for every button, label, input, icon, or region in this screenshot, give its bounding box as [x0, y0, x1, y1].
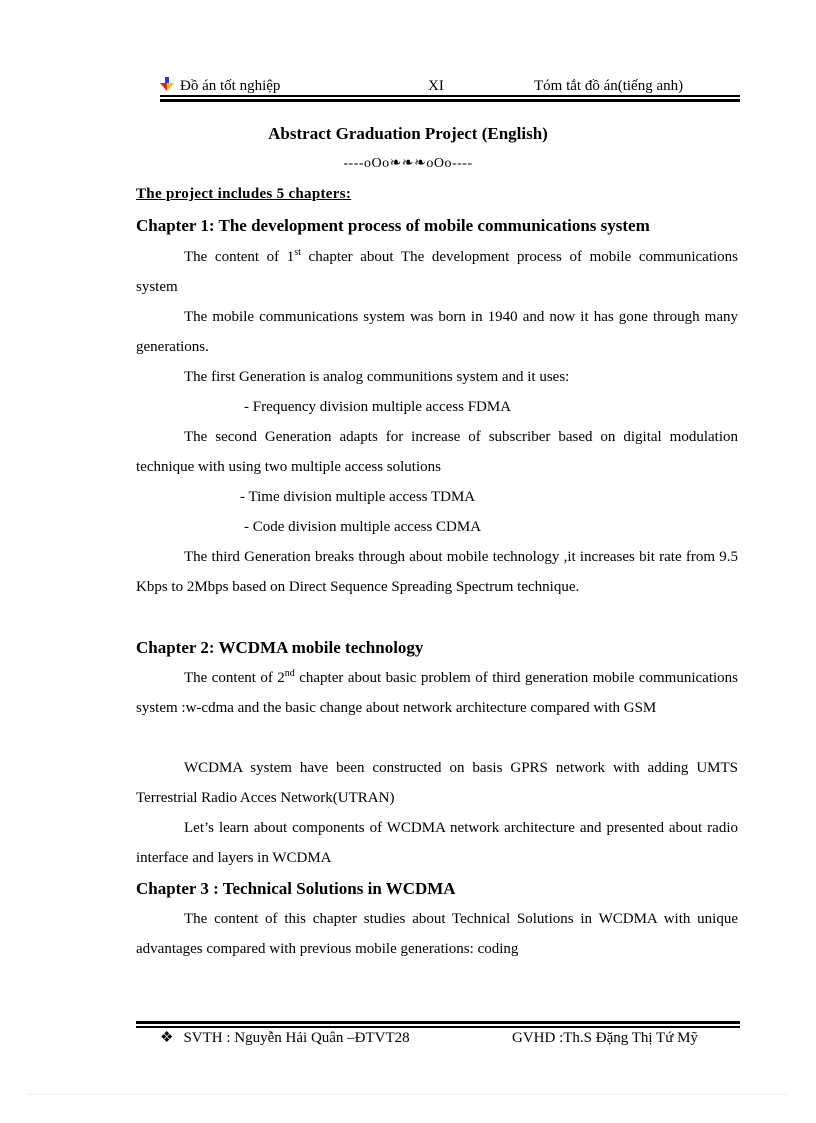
chapter-2-p1-text-cont: chapter about basic problem of third generation mobile communications system :w-cdma and the basic change about network architecture compared with GSM	[136, 670, 738, 716]
chapter-2-heading: Chapter 2: WCDMA mobile technology	[136, 638, 424, 657]
diamond-bullet-icon: ❖	[160, 1030, 174, 1046]
down-arrow-icon	[160, 77, 174, 91]
intro-line: The project includes 5 chapters:	[136, 186, 352, 202]
footer-rule-thick	[136, 1021, 740, 1024]
header-right: Tóm tắt đồ án(tiếng anh)	[534, 78, 684, 94]
footer-left	[160, 1028, 410, 1048]
chapter-1-paragraph-1	[136, 242, 738, 302]
page-bottom-dotted-rule	[28, 1094, 788, 1095]
header-page-number: XI	[428, 78, 444, 94]
bullet-tdma: - Time division multiple access TDMA	[240, 489, 476, 505]
chapter-1-p2-text: The mobile communications system was born in 1940 and now it has gone through many generations.	[136, 309, 738, 355]
page-title: Abstract Graduation Project (English)	[268, 124, 548, 143]
chapter-3-heading: Chapter 3 : Technical Solutions in WCDMA	[136, 879, 456, 898]
header-rule-thick	[160, 99, 740, 102]
footer-student: SVTH : Nguyễn Hải Quân –ĐTVT28	[183, 1030, 410, 1046]
chapter-3-p1-text: The content of this chapter studies about Technical Solutions in WCDMA with unique advantages compared with previous mobile generations: coding	[136, 911, 738, 957]
title-ornament: ----oOo❧❧❧oOo----	[343, 156, 473, 171]
header-left-text: Đồ án tốt nghiệp	[180, 78, 281, 94]
footer-right: GVHD :Th.S Đặng Thị Tứ Mỹ	[512, 1030, 698, 1046]
ordinal-suffix: nd	[284, 668, 295, 679]
chapter-1-p4-text: The second Generation adapts for increase of subscriber based on digital modulation technique with using two multiple access solutions	[136, 429, 738, 475]
chapter-1-p1-text: The content of 1	[184, 249, 295, 265]
ordinal-suffix: st	[294, 247, 301, 258]
chapter-1-paragraph-4	[136, 422, 738, 482]
chapter-1-p3-text: The first Generation is analog communitions system and it uses:	[184, 369, 570, 385]
chapter-1-paragraph-2	[136, 302, 738, 362]
chapter-2-paragraph-1	[136, 663, 738, 723]
chapter-3-paragraph-1	[136, 904, 738, 964]
chapter-1-p5-text: The third Generation breaks through about mobile technology ,it increases bit rate from 9.5 Kbps to 2Mbps based on Direct Sequence Spreading Spectrum technique.	[136, 549, 738, 595]
bullet-cdma: - Code division multiple access CDMA	[244, 519, 482, 535]
chapter-2-paragraph-3	[136, 813, 738, 873]
header-rule-thin	[160, 95, 740, 97]
chapter-2-p3-text: Let’s learn about components of WCDMA network architecture and presented about radio interface and layers in WCDMA	[136, 820, 738, 866]
header-left	[160, 76, 280, 96]
bullet-fdma: - Frequency division multiple access FDMA	[244, 399, 512, 415]
chapter-2-paragraph-2	[136, 753, 738, 813]
chapter-1-p1-text-cont: chapter about The development process of mobile communications system	[136, 249, 738, 295]
chapter-2-p2-text: WCDMA system have been constructed on basis GPRS network with adding UMTS Terrestrial Radio Acces Network(UTRAN)	[136, 760, 738, 806]
chapter-2-p1-text: The content of 2	[184, 670, 285, 686]
chapter-1-paragraph-3	[136, 362, 738, 392]
chapter-1-paragraph-5	[136, 542, 738, 602]
chapter-1-heading: Chapter 1: The development process of mobile communications system	[136, 216, 650, 235]
